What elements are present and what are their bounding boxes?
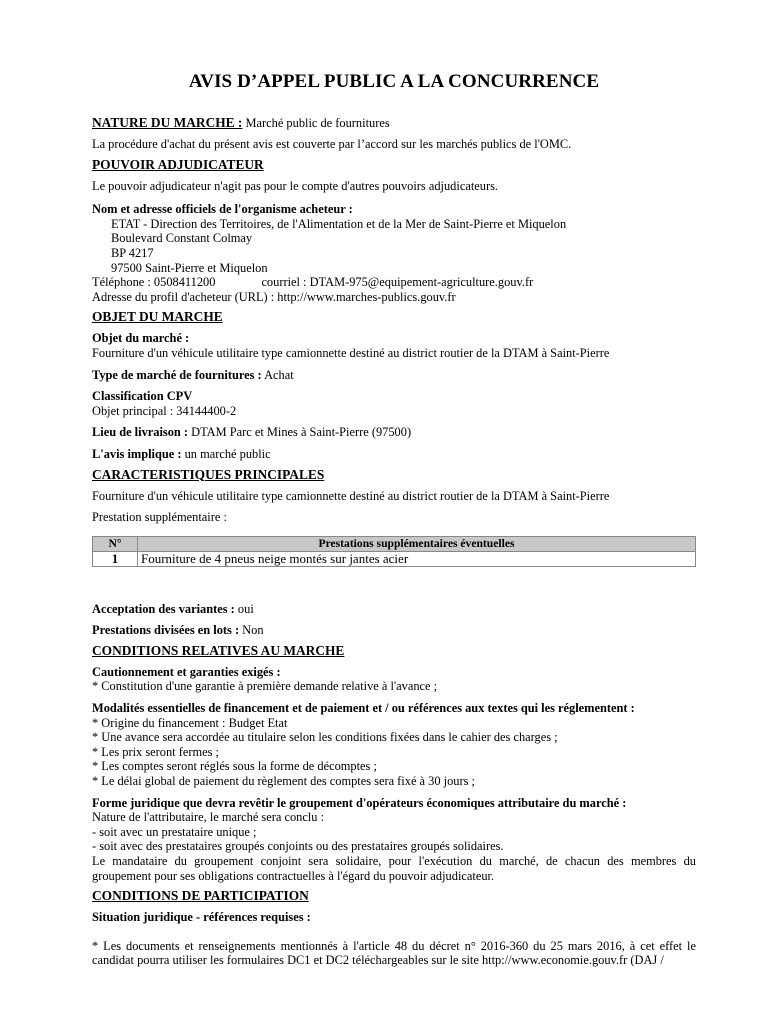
- profile-url: Adresse du profil d'acheteur (URL) : http://www.marches-publics.gouv.fr: [92, 289, 456, 304]
- org-label: Nom et adresse officiels de l'organisme acheteur :: [92, 202, 353, 217]
- mandataire-text: Le mandataire du groupement conjoint sera solidaire, pour l'exécution du marché, de chacun des membres du groupement pour ses obligations contractuelles à l'égard du pouvoir adjudicateur.: [92, 854, 696, 883]
- objet-heading: OBJET DU MARCHE: [92, 309, 223, 325]
- caution-label: Cautionnement et garanties exigés :: [92, 664, 281, 679]
- avis-label: L'avis implique :: [92, 446, 182, 461]
- table-row: [93, 551, 696, 566]
- type-value: Achat: [261, 367, 294, 382]
- caution-value: * Constitution d'une garantie à première demande relative à l'avance ;: [92, 679, 438, 694]
- nature-value: Marché public de fournitures: [242, 116, 390, 130]
- nature-line: [92, 115, 696, 131]
- variantes-line: [92, 602, 696, 617]
- prestations-table: [92, 536, 696, 567]
- pouvoir-text: Le pouvoir adjudicateur n'agit pas pour le compte d'autres pouvoirs adjudicateurs.: [92, 178, 499, 193]
- row-desc: Fourniture de 4 pneus neige montés sur jantes acier: [138, 551, 696, 566]
- supp-label: Prestation supplémentaire :: [92, 510, 227, 525]
- modalite-item: * Une avance sera accordée au titulaire selon les conditions fixées dans le cahier des charges ;: [92, 730, 558, 745]
- forme-item: Nature de l'attributaire, le marché sera conclu :: [92, 810, 325, 825]
- address-line: BP 4217: [111, 245, 154, 260]
- col-num-header: N°: [93, 536, 138, 551]
- participation-heading: CONDITIONS DE PARTICIPATION: [92, 888, 309, 904]
- objet-label: Objet du marché :: [92, 331, 190, 346]
- avis-value: un marché public: [181, 446, 271, 461]
- lots-label: Prestations divisées en lots :: [92, 623, 240, 638]
- cpv-label: Classification CPV: [92, 389, 193, 404]
- variantes-value: oui: [234, 601, 254, 616]
- phone-number: Téléphone : 0508411200: [92, 275, 216, 290]
- modalite-item: * Le délai global de paiement du règlement des comptes sera fixé à 30 jours ;: [92, 774, 475, 789]
- caracteristiques-heading: CARACTERISTIQUES PRINCIPALES: [92, 466, 325, 482]
- address-line: Boulevard Constant Colmay: [111, 231, 253, 246]
- phone-line: [92, 275, 696, 290]
- document-body: [92, 70, 696, 968]
- forme-label: Forme juridique que devra revêtir le groupement d'opérateurs économiques attributaire du marché :: [92, 795, 627, 810]
- modalites-label: Modalités essentielles de financement et de paiement et / ou références aux textes qui les réglementent :: [92, 701, 635, 716]
- nature-heading: NATURE DU MARCHE :: [92, 115, 243, 130]
- lieu-value: DTAM Parc et Mines à Saint-Pierre (97500): [188, 425, 412, 440]
- page-title: AVIS D’APPEL PUBLIC A LA CONCURRENCE: [188, 71, 600, 92]
- table-header-row: [93, 536, 696, 551]
- lots-value: Non: [239, 623, 264, 638]
- forme-item: - soit avec des prestataires groupés conjoints ou des prestataires groupés solidaires.: [92, 839, 504, 854]
- situation-label: Situation juridique - références requises :: [92, 910, 311, 925]
- type-line: [92, 368, 696, 383]
- cpv-value: Objet principal : 34144400-2: [92, 403, 237, 418]
- variantes-label: Acceptation des variantes :: [92, 601, 235, 616]
- omc-text: La procédure d'achat du présent avis est couverte par l’accord sur les marchés publics de l'OMC.: [92, 137, 572, 151]
- lieu-line: [92, 425, 696, 440]
- address-line: 97500 Saint-Pierre et Miquelon: [111, 260, 268, 275]
- pouvoir-heading: POUVOIR ADJUDICATEUR: [92, 156, 264, 172]
- row-num: 1: [93, 551, 138, 566]
- forme-item: - soit avec un prestataire unique ;: [92, 824, 257, 839]
- modalite-item: * Les prix seront fermes ;: [92, 744, 219, 759]
- modalite-item: * Origine du financement : Budget Etat: [92, 715, 288, 730]
- col-desc-header: Prestations supplémentaires éventuelles: [138, 536, 696, 551]
- avis-line: [92, 447, 696, 462]
- caracteristiques-text: Fourniture d'un véhicule utilitaire type camionnette destiné au district routier de la DTAM à Saint-Pierre: [92, 488, 610, 503]
- objet-value: Fourniture d'un véhicule utilitaire type camionnette destiné au district routier de la DTAM à Saint-Pierre: [92, 345, 610, 360]
- address-line: ETAT - Direction des Territoires, de l'Alimentation et de la Mer de Saint-Pierre et Miquelon: [111, 216, 567, 231]
- documents-text: * Les documents et renseignements mentionnés à l'article 48 du décret n° 2016-360 du 25 mars 2016, à cet effet le candidat pourra utiliser les formulaires DC1 et DC2 téléchargeables sur le site http://www.economie.gouv.fr (DAJ /: [92, 938, 696, 968]
- modalite-item: * Les comptes seront réglés sous la forme de décomptes ;: [92, 759, 377, 774]
- type-label: Type de marché de fournitures :: [92, 367, 262, 382]
- conditions-heading: CONDITIONS RELATIVES AU MARCHE: [92, 642, 345, 658]
- lieu-label: Lieu de livraison :: [92, 425, 189, 440]
- email-address: courriel : DTAM-975@equipement-agriculture.gouv.fr: [261, 275, 534, 290]
- lots-line: [92, 623, 696, 638]
